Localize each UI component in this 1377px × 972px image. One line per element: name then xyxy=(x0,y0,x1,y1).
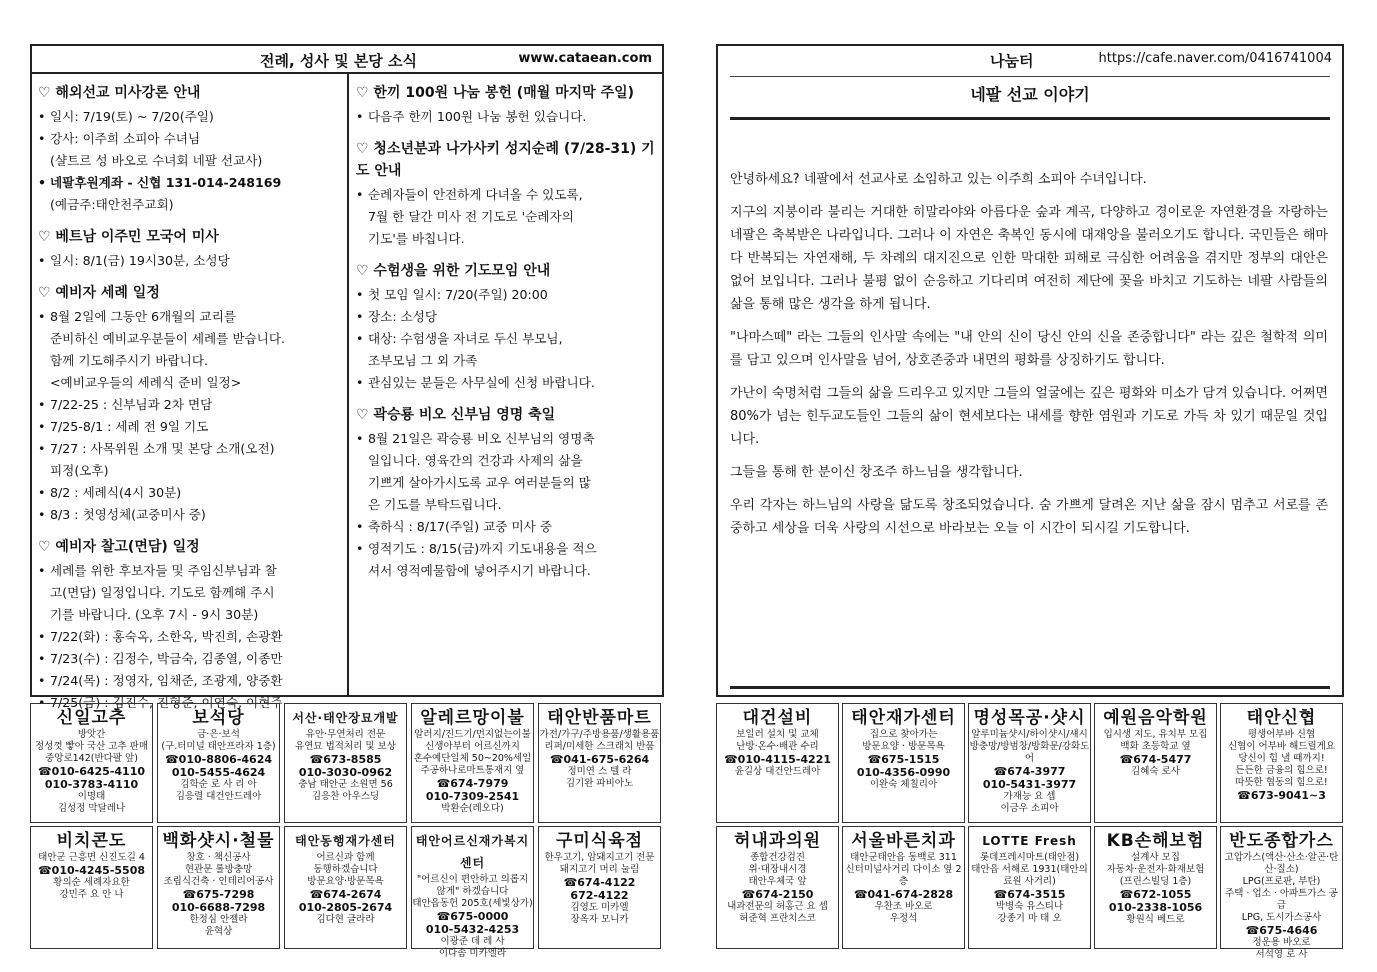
notice-line: • 영적기도 : 8/15(금)까지 기도내용을 적으 xyxy=(356,538,658,560)
ad-line: 알루미늄샷시/하이샷시/섀시 xyxy=(971,729,1088,740)
ad-line: 따뜻한 협동의 힘으로! xyxy=(1235,777,1328,788)
ad-name: 반도종합가스 xyxy=(1229,831,1334,851)
ad-owner: 김응렬 대건안드레아 xyxy=(175,791,262,802)
notice-section-title: ♡ 수험생을 위한 기도모임 안내 xyxy=(356,263,551,279)
ad-phone: ☎673-9041~3 xyxy=(1237,789,1326,802)
ad-line: 주공하나로마트통재지 옆 xyxy=(420,765,525,776)
ad-line: 유연묘 법적처리 및 보상 xyxy=(295,741,396,752)
ad-phone: 010-3783-4110 xyxy=(44,778,139,791)
ad-box xyxy=(411,703,534,823)
ad-phone: ☎674-3977 xyxy=(993,765,1066,778)
left-notice-panel xyxy=(30,44,664,710)
notice-section xyxy=(38,536,343,714)
article-paragraph: 우리 각자는 하느님의 사랑을 닮도록 창조되었습니다. 숨 가쁘게 달려온 지난 삶을 잠시 멈추고 서로를 존중하고 세상을 더욱 사랑의 시선으로 바라보는 오늘 이 시간이 되시길 기도합니다. xyxy=(730,498,1328,536)
notice-line: • 강사: 이주희 소피아 수녀님 xyxy=(38,128,343,150)
notice-section xyxy=(38,282,343,526)
notice-line: 7월 한 달간 미사 전 기도로 '순례자의 xyxy=(368,209,574,224)
notice-line: • 첫 모임 일시: 7/20(주일) 20:00 xyxy=(356,284,658,306)
ad-owner: 정운용 바오로 xyxy=(1252,937,1311,948)
notice-list xyxy=(356,106,658,128)
ad-name: KB손해보험 xyxy=(1106,831,1205,851)
ad-owner: 우찬조 바오로 xyxy=(874,901,933,912)
ad-line: 혼수예단일체 50~20%세일 xyxy=(413,753,532,764)
ad-owner: 박환순(레오다) xyxy=(441,803,504,814)
ad-owner: 김다현 글라라 xyxy=(316,914,375,925)
ad-box xyxy=(157,826,280,949)
ad-line: 태안읍 서해로 1931(태안의료원 사거리) xyxy=(971,864,1088,887)
ad-box xyxy=(1220,703,1343,823)
notice-line: • 7/22-25 : 신부님과 2차 면담 xyxy=(38,394,343,416)
ad-name: 신일고추 xyxy=(56,708,127,728)
ad-phone: ☎674-2674 xyxy=(309,888,382,901)
notice-list xyxy=(38,106,343,216)
ad-owner: 장옥자 모니카 xyxy=(570,914,629,925)
notice-line: 피정(오후) xyxy=(50,463,109,478)
notice-list xyxy=(356,428,658,582)
article-bottom-rule xyxy=(730,686,1330,689)
ad-line: 신터미널사거리 다이소 옆 2층 xyxy=(845,864,962,887)
ad-phone: ☎674-4122 xyxy=(563,876,636,889)
notice-list xyxy=(38,560,343,714)
ad-line: 돼지고기 머리 눌림 xyxy=(559,864,640,875)
article-body xyxy=(730,168,1328,550)
ad-owner: 이완숙 체칠리아 xyxy=(869,779,938,790)
ad-owner: 김기완 파비아노 xyxy=(565,778,634,789)
ad-phone: 672-4122 xyxy=(570,889,629,902)
notice-line: • 8/3 : 첫영성체(교중미사 중) xyxy=(38,504,343,526)
notice-section xyxy=(356,260,658,394)
ad-line: 자동차·운전자·화재보험 xyxy=(1106,864,1205,875)
ad-name: 예원음악학원 xyxy=(1103,708,1208,728)
notice-section-title: ♡ 청소년분과 나가사키 성지순례 (7/28-31) 기도 안내 xyxy=(356,141,655,179)
ad-owner: 이금우 소피아 xyxy=(1000,803,1059,814)
ad-owner: 내과전문의 허홍근 요 셉 xyxy=(727,901,828,912)
notice-list xyxy=(38,250,343,272)
notice-line: 기쁘게 살아가시도록 교우 여러분들의 많 xyxy=(368,475,591,490)
notice-line: • 7/23(수) : 김정수, 박금숙, 김종열, 이종만 xyxy=(38,648,343,670)
ad-box xyxy=(842,826,965,949)
ad-phone: 010-5431-3977 xyxy=(982,778,1077,791)
notice-section-title: ♡ 베트남 이주민 모국어 미사 xyxy=(38,229,219,245)
ad-line: LPG(프로판, 부탄) xyxy=(1242,876,1321,887)
ad-line: 정성껏 빻아 국산 고추 판매 xyxy=(34,741,149,752)
notice-section xyxy=(38,226,343,272)
ad-line: 창호 · 책신공사 xyxy=(186,852,251,863)
ad-owner: 이명태 xyxy=(77,791,106,802)
notice-section-title: ♡ 예비자 찰고(면담) 일정 xyxy=(38,539,200,555)
notice-line: 기도'를 바칩니다. xyxy=(368,231,465,246)
ad-line: LPG, 도시가스공사 xyxy=(1241,912,1322,923)
ad-line: 난방·온수·배관 수리 xyxy=(736,741,819,752)
ad-owner: 황의순 세례자요한 xyxy=(53,877,130,888)
ad-name: 태안반품마트 xyxy=(547,708,652,728)
ad-box xyxy=(968,826,1091,949)
ad-line: 한우고기, 암돼지고기 전문 xyxy=(544,852,655,863)
ad-line: 태안군 근흥면 신진도길 4 xyxy=(38,852,145,863)
ad-line: 방문요양 · 방문목욕 xyxy=(862,741,945,752)
ad-owner: 김응찬 아우스딩 xyxy=(311,791,380,802)
ad-line: 보일러 설치 및 교체 xyxy=(736,729,819,740)
ad-owner: 황원식 베드로 xyxy=(1126,914,1185,925)
left-header-title: 전례, 성사 및 본당 소식 xyxy=(260,52,417,70)
ad-line: 현관문 롤방충망 xyxy=(184,864,253,875)
ad-line: 설계사 모집 xyxy=(1131,852,1180,863)
ad-box xyxy=(157,703,280,823)
ad-line: 백화 초등학교 옆 xyxy=(1120,741,1191,752)
ad-phone: ☎675-0000 xyxy=(436,910,509,923)
ad-phone: ☎675-7298 xyxy=(182,888,255,901)
notice-section-title: ♡ 해외선교 미사강론 안내 xyxy=(38,85,201,101)
ad-owner: 윤길상 대건안드레아 xyxy=(734,766,821,777)
ad-name: 태안신협 xyxy=(1246,708,1317,728)
left-header-url: www.cataean.com xyxy=(518,51,652,66)
ad-phone: ☎010-8806-4624 xyxy=(164,753,273,766)
left-column-2 xyxy=(356,80,658,592)
ad-phone: 010-2805-2674 xyxy=(298,901,393,914)
ad-line: 가전/가구/주방용품/생활용품 xyxy=(539,729,660,740)
ad-phone: 010-6688-7298 xyxy=(171,901,266,914)
ad-owner: 김학순 로 사 리 아 xyxy=(180,779,257,790)
ad-line: 방문요양·방문목욕 xyxy=(307,876,384,887)
ad-phone: ☎010-6425-4110 xyxy=(37,765,146,778)
ad-phone: ☎673-8585 xyxy=(309,753,382,766)
ad-box xyxy=(1094,703,1217,823)
ad-line: 태안읍동헌 205호(세빛상가) xyxy=(412,898,533,909)
ad-line: 유안·무연처리 전문 xyxy=(305,729,386,740)
notice-line: (예금주:태안천주교회) xyxy=(50,197,174,212)
ad-line: 위·대장내시경 xyxy=(748,864,807,875)
ad-owner: 가재능 요 셉 xyxy=(1003,791,1056,802)
ad-name: 구미식육점 xyxy=(555,831,644,851)
ad-box xyxy=(716,703,839,823)
notice-line: • 7/25-8/1 : 세례 전 9일 기도 xyxy=(38,416,343,438)
ad-phone: ☎675-1515 xyxy=(867,753,940,766)
notice-line: 준비하신 예비교우분들이 세례를 받습니다. xyxy=(50,331,285,346)
ad-line: 종합건강검진 xyxy=(749,852,806,863)
right-header-url: https://cafe.naver.com/0416741004 xyxy=(1098,51,1332,66)
notice-section-title: ♡ 예비자 세례 일정 xyxy=(38,285,160,301)
ad-owner: 충남 태안군 소원면 56 xyxy=(298,779,393,790)
ad-phone: ☎010-4245-5508 xyxy=(37,864,146,877)
ad-name: 태안동행재가센터 xyxy=(295,834,396,848)
ad-owner: 정미연 스 텔 라 xyxy=(567,766,632,777)
ad-box xyxy=(284,703,407,823)
article-title-bar xyxy=(730,76,1330,120)
right-header xyxy=(718,46,1342,74)
ad-line: 조립식건축 · 인테리어공사 xyxy=(163,876,274,887)
ad-name: 명성목공·샷시 xyxy=(973,708,1086,728)
notice-line: • 7/22(화) : 홍숙옥, 소한옥, 박진희, 손광환 xyxy=(38,626,343,648)
ad-line: 평생어부바 신협 xyxy=(1247,729,1316,740)
ad-box xyxy=(1094,826,1217,949)
ad-phone: 010-4356-0990 xyxy=(856,766,951,779)
ad-line: 든든한 금융의 힘으로! xyxy=(1235,765,1328,776)
notice-line: • 7/25(금) : 김진수, 진형준, 이연숙, 이현주 xyxy=(38,692,343,714)
notice-line: • 순례자들이 안전하게 다녀올 수 있도록, xyxy=(356,184,658,206)
notice-line: • 관심있는 분들은 사무실에 신청 바랍니다. xyxy=(356,372,658,394)
ad-owner: 강민주 요 안 나 xyxy=(59,889,124,900)
article-paragraph: 안녕하세요? 네팔에서 선교사로 소임하고 있는 이주희 소피아 수녀입니다. xyxy=(730,172,1147,187)
ad-box xyxy=(716,826,839,949)
notice-line: • 7/27 : 사목위원 소개 및 본당 소개(오전) xyxy=(38,438,343,460)
right-header-title: 나눔터 xyxy=(990,52,1034,70)
ad-owner: 윤혁상 xyxy=(204,926,233,937)
notice-line: • 일시: 8/1(금) 19시30분, 소성당 xyxy=(38,250,343,272)
ad-box xyxy=(30,826,153,949)
ad-owner: 김혜숙 로사 xyxy=(1131,766,1180,777)
ad-phone: ☎041-674-2828 xyxy=(853,888,954,901)
ad-box xyxy=(30,703,153,823)
ad-box xyxy=(842,703,965,823)
ad-owner: 우정석 xyxy=(889,913,918,924)
column-divider xyxy=(347,74,349,695)
notice-line: • 8/2 : 세례식(4시 30분) xyxy=(38,482,343,504)
ad-line: 입시생 지도, 유치부 모집 xyxy=(1103,729,1208,740)
ad-line: 금·은·보석 xyxy=(197,729,240,740)
notice-line: • 8월 21일은 곽승룡 비오 신부님의 영명축 xyxy=(356,428,658,450)
notice-line: • 장소: 소성당 xyxy=(356,306,658,328)
ad-phone: ☎674-3515 xyxy=(993,888,1066,901)
notice-section xyxy=(38,82,343,216)
ad-line: 당신이 힘 낼 때까지! xyxy=(1238,753,1325,764)
ad-owner: 서석영 로 사 xyxy=(1255,949,1308,960)
notice-section-title: ♡ 곽승룡 비오 신부님 영명 축일 xyxy=(356,407,556,423)
ad-line: 고압가스(액산·산소·알곤·탄산·질소) xyxy=(1224,852,1339,875)
article-title: 네팔 선교 이야기 xyxy=(970,85,1090,104)
article-paragraph: 지구의 지붕이라 불리는 거대한 히말라야와 아름다운 숲과 계곡, 다양하고 경이로운 자연환경을 자랑하는 네팔은 축복받은 나라입니다. 그러나 이 자연은 축복인 동시에 대재앙을 불러오기도 합니다. 국민들은 해마다 반복되는 자연재해, 두 차례의 대지진으로 인한 막대한 피해로 극심한 어려움을 겪지만 정부의 대안은 없어 보입니다. 그러나 불평 없이 순응하고 기다리며 여전히 제단에 꽃을 바치고 기도하는 네팔 사람들의 삶을 통해 많은 생각을 하게 됩니다. xyxy=(730,205,1328,312)
notice-section-title: ♡ 한끼 100원 나눔 봉헌 (매월 마지막 주일) xyxy=(356,85,635,101)
ad-name: 대건설비 xyxy=(742,708,813,728)
ad-owner: 강종기 마 태 오 xyxy=(997,913,1062,924)
ad-box xyxy=(1220,826,1343,960)
notice-line: • 네팔후원계좌 - 신협 131-014-248169 xyxy=(38,172,343,194)
ad-phone: 010-5432-4253 xyxy=(425,923,520,936)
notice-list xyxy=(38,306,343,526)
ad-line: 롯데프레시마트(태안점) xyxy=(979,852,1080,863)
ad-line: 태안우체국 앞 xyxy=(748,876,807,887)
ad-owner: 이다솜 미카엘라 xyxy=(438,948,507,959)
ad-owner: 김성정 막달레나 xyxy=(57,803,126,814)
ad-box xyxy=(284,826,407,949)
article-paragraph: 그들을 통해 한 분이신 창조주 하느님을 생각합니다. xyxy=(730,465,1023,480)
ad-name: 서산·태안장묘개발 xyxy=(292,711,399,725)
ad-name: 알레르망이불 xyxy=(420,708,525,728)
ad-name: 백화샷시·철물 xyxy=(162,831,275,851)
ad-box xyxy=(411,826,534,959)
notice-section xyxy=(356,404,658,582)
ad-phone: 010-3030-0962 xyxy=(298,766,393,779)
ad-line: 집으로 찾아가는 xyxy=(869,729,938,740)
ad-phone: ☎672-1055 xyxy=(1119,888,1192,901)
ad-phone: ☎010-4115-4221 xyxy=(723,753,832,766)
ad-name: 태안재가센터 xyxy=(851,708,956,728)
ad-phone: ☎675-4646 xyxy=(1245,924,1318,937)
ad-box xyxy=(538,826,661,949)
ad-line: 신생아부터 어르신까지 xyxy=(425,741,520,752)
right-sharing-panel xyxy=(716,44,1344,697)
ad-phone: ☎041-675-6264 xyxy=(549,753,650,766)
ad-phone: 010-2338-1056 xyxy=(1108,901,1203,914)
ad-box xyxy=(968,703,1091,823)
ad-name: LOTTE Fresh xyxy=(982,834,1077,848)
article-paragraph: 가난이 숙명처럼 그들의 삶을 드리우고 있지만 그들의 얼굴에는 깊은 평화와 미소가 담겨 있습니다. 어쩌면 80%가 넘는 힌두교도들인 그들의 삶이 현세보다는 내세를 향한 염원과 기도로 가득 차 있기 때문일 것입니다. xyxy=(730,386,1328,447)
ad-name: 서울바른치과 xyxy=(851,831,956,851)
notice-line: • 세례를 위한 후보자들 및 주임신부님과 찰 xyxy=(38,560,343,582)
ad-phone: 010-5455-4624 xyxy=(171,766,266,779)
left-column-1 xyxy=(38,80,343,724)
ad-line: (프린스빌딩 1층) xyxy=(1119,876,1192,887)
ad-line: 어르신과 함께 xyxy=(316,852,375,863)
ad-line: "어르신이 편안하고 의롭지 않게" 하겠습니다 xyxy=(416,874,529,897)
ad-line: 주택 · 업소 · 아파트가스 공급 xyxy=(1225,888,1338,911)
ad-phone: ☎674-2150 xyxy=(741,888,814,901)
ad-line: 동행하겠습니다 xyxy=(313,864,378,875)
ad-name: 비치콘도 xyxy=(56,831,127,851)
ad-line: 신협이 어부바 해드릴게요 xyxy=(1228,741,1335,752)
ad-line: 방충망/방범창/방화문/강화도어 xyxy=(969,741,1090,764)
notice-line: 조부모님 그 외 가족 xyxy=(368,353,478,368)
notice-line: • 축하식 : 8/17(주일) 교중 미사 중 xyxy=(356,516,658,538)
ad-phone: ☎674-7979 xyxy=(436,777,509,790)
notice-line: 고(면담) 일정입니다. 기도로 함께해 주시 xyxy=(50,585,275,600)
ad-owner: 김영도 미카엘 xyxy=(570,902,629,913)
notice-line: 셔서 영적예물함에 넣어주시기 바랍니다. xyxy=(368,563,591,578)
notice-line: 기를 바랍니다. (오후 7시 - 9시 30분) xyxy=(50,607,259,622)
ad-owner: 허준혁 프란치스코 xyxy=(739,913,816,924)
ad-owner: 박병숙 유스티나 xyxy=(995,901,1064,912)
ad-name: 허내과의원 xyxy=(733,831,822,851)
ad-box xyxy=(538,703,661,823)
notice-line: • 다음주 한끼 100원 나눔 봉헌 있습니다. xyxy=(356,106,658,128)
notice-line: • 7/24(목) : 정영자, 임채준, 조광제, 양중환 xyxy=(38,670,343,692)
notice-line: 일입니다. 영육간의 건강과 사제의 삶을 xyxy=(368,453,583,468)
notice-section xyxy=(356,138,658,250)
notice-line: • 8월 2일에 그동안 6개월의 교리를 xyxy=(38,306,343,328)
ad-line: 태안군태안읍 동백로 311 xyxy=(850,852,957,863)
notice-line: 함께 기도해주시기 바랍니다. xyxy=(50,353,208,368)
ad-line: 알러지/진드기/먼지없는이불 xyxy=(414,729,531,740)
ad-line: 방앗간 xyxy=(77,729,106,740)
notice-line: (샬트르 성 바오로 수녀회 네팔 선교사) xyxy=(50,153,263,168)
notice-line: • 일시: 7/19(토) ~ 7/20(주일) xyxy=(38,106,343,128)
notice-section xyxy=(356,82,658,128)
notice-list xyxy=(356,284,658,394)
ad-owner: 한정심 안젤라 xyxy=(189,914,248,925)
left-header xyxy=(32,46,662,74)
article-paragraph: "나마스떼" 라는 그들의 인사말 속에는 "내 안의 신이 당신 안의 신을 존중합니다" 라는 깊은 철학적 의미를 담고 있으며 인사말을 넘어, 상호존중과 내면의 평화를 상징하기도 합니다. xyxy=(730,330,1328,368)
ad-phone: 010-7309-2541 xyxy=(425,790,520,803)
ad-owner: 이광준 데 레 사 xyxy=(440,936,505,947)
ad-line: 중앙로142(반다팔 앞) xyxy=(45,753,138,764)
ad-name: 태안어르신재가복지센터 xyxy=(415,834,530,870)
notice-list xyxy=(356,184,658,250)
ad-name: 보석당 xyxy=(192,708,245,728)
ad-phone: ☎674-5477 xyxy=(1119,753,1192,766)
ad-line: (구.터미널 태안프라자 1층) xyxy=(161,741,276,752)
notice-line: <예비교우들의 세례식 준비 일정> xyxy=(50,375,242,390)
ad-line: 리퍼/미세한 스크래치 반품 xyxy=(544,741,655,752)
notice-line: 은 기도를 부탁드립니다. xyxy=(368,497,502,512)
notice-line: • 대상: 수험생을 자녀로 두신 부모님, xyxy=(356,328,658,350)
